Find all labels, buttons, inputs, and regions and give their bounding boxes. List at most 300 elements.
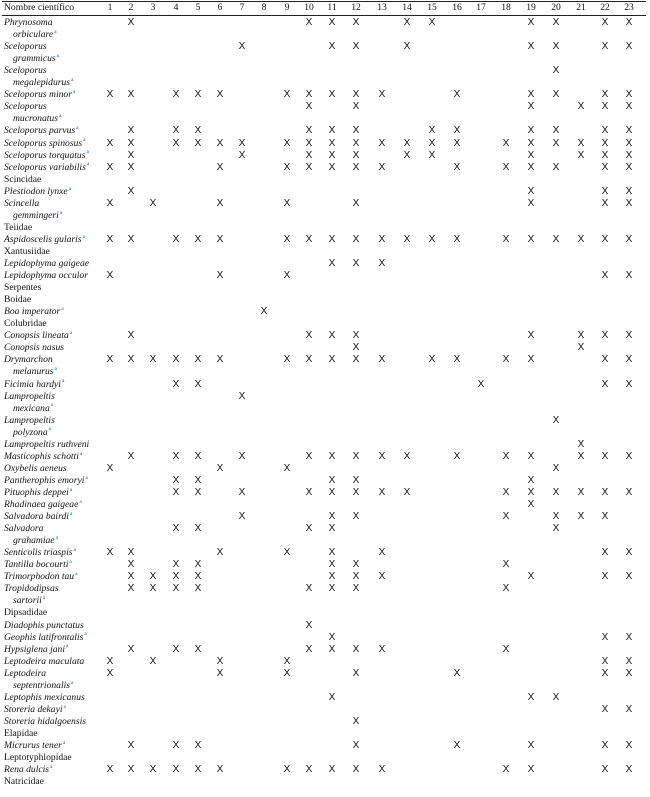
- presence-mark-col-22: X: [601, 197, 609, 209]
- presence-mark-col-10: X: [305, 643, 313, 655]
- presence-mark-col-2: X: [127, 185, 135, 197]
- presence-mark-col-11: X: [328, 691, 336, 703]
- name-text: Lampropeltis: [4, 390, 55, 402]
- column-header-12: 12: [351, 2, 361, 13]
- presence-mark-col-22: X: [601, 17, 609, 28]
- presence-mark-col-10: X: [305, 125, 313, 137]
- name-text-continued: grammicus: [13, 53, 56, 65]
- presence-mark-col-9: X: [283, 89, 291, 101]
- presence-mark-col-11: X: [328, 571, 336, 583]
- taxon-group-label: [4, 752, 104, 764]
- name-text: Boa imperator: [4, 306, 61, 318]
- presence-mark-col-3: X: [149, 354, 157, 366]
- presence-mark-col-7: X: [238, 390, 246, 402]
- presence-mark-col-18: X: [502, 643, 510, 655]
- species-name: [4, 65, 104, 89]
- presence-mark-col-2: X: [127, 354, 135, 366]
- presence-mark-col-23: X: [625, 137, 633, 149]
- name-text: Lepidophyma gaigeae: [4, 258, 89, 269]
- presence-mark-col-6: X: [216, 197, 224, 209]
- presence-mark-col-22: X: [601, 571, 609, 583]
- column-header-21: 21: [576, 2, 586, 13]
- presence-mark-col-11: X: [328, 233, 336, 245]
- species-name: [4, 571, 104, 583]
- presence-mark-col-13: X: [378, 450, 386, 462]
- presence-mark-col-18: X: [502, 354, 510, 366]
- presence-mark-col-2: X: [127, 161, 135, 173]
- name-text: Leptodeira: [4, 667, 47, 679]
- column-header-9: 9: [284, 2, 290, 13]
- table-row: [0, 499, 650, 511]
- presence-mark-col-21: X: [577, 330, 585, 342]
- presence-mark-col-20: X: [552, 486, 560, 498]
- name-text-continued: megalepidurus: [13, 77, 71, 89]
- species-name: [4, 186, 104, 198]
- presence-mark-col-23: X: [625, 149, 633, 161]
- presence-mark-col-22: X: [601, 547, 609, 559]
- presence-mark-col-22: X: [601, 161, 609, 173]
- presence-mark-col-3: X: [149, 583, 157, 595]
- presence-mark-col-21: X: [577, 342, 585, 354]
- footnote-marker: a: [61, 378, 65, 385]
- presence-mark-col-11: X: [328, 149, 336, 161]
- taxon-group-label: [4, 728, 104, 740]
- presence-mark-col-5: X: [194, 474, 202, 486]
- presence-mark-col-12: X: [352, 258, 360, 269]
- column-header-19: 19: [526, 2, 536, 13]
- presence-mark-col-5: X: [194, 378, 202, 390]
- table-row: [0, 583, 650, 607]
- presence-mark-col-10: X: [305, 89, 313, 101]
- presence-mark-col-5: X: [194, 764, 202, 776]
- presence-mark-col-6: X: [216, 270, 224, 282]
- presence-mark-col-11: X: [328, 41, 336, 53]
- species-name: [4, 354, 104, 378]
- presence-mark-col-12: X: [352, 149, 360, 161]
- presence-mark-col-23: X: [625, 330, 633, 342]
- species-name: [4, 620, 104, 632]
- presence-mark-col-11: X: [328, 474, 336, 486]
- presence-mark-col-19: X: [527, 125, 535, 137]
- presence-mark-col-14: X: [403, 149, 411, 161]
- table-row: [0, 162, 650, 174]
- presence-mark-col-2: X: [127, 740, 135, 751]
- name-text: Salvadora bairdi: [4, 511, 69, 523]
- name-text-continued: melanurus: [13, 366, 54, 378]
- presence-mark-col-20: X: [552, 137, 560, 149]
- presence-mark-col-23: X: [625, 703, 633, 715]
- presence-mark-col-19: X: [527, 149, 535, 161]
- presence-mark-col-2: X: [127, 559, 135, 571]
- table-row: [0, 391, 650, 415]
- table-row: [0, 65, 650, 89]
- presence-mark-col-6: X: [216, 161, 224, 173]
- presence-mark-col-7: X: [238, 450, 246, 462]
- column-header-7: 7: [239, 2, 245, 13]
- presence-mark-col-10: X: [305, 17, 313, 28]
- presence-mark-col-2: X: [127, 233, 135, 245]
- presence-mark-col-21: X: [577, 511, 585, 523]
- footnote-marker: a: [62, 739, 66, 746]
- presence-mark-col-14: X: [403, 41, 411, 53]
- presence-mark-col-19: X: [527, 764, 535, 776]
- taxon-group-label: [4, 246, 104, 258]
- presence-mark-col-18: X: [502, 583, 510, 595]
- name-text-continued: polyzona: [13, 426, 48, 438]
- footnote-marker: a: [71, 77, 74, 83]
- presence-mark-col-22: X: [601, 703, 609, 715]
- column-header-18: 18: [501, 2, 511, 13]
- presence-mark-col-1: X: [106, 667, 114, 679]
- presence-mark-col-11: X: [328, 523, 336, 535]
- table-row: [0, 234, 650, 246]
- table-row: [0, 186, 650, 198]
- presence-mark-col-23: X: [625, 233, 633, 245]
- presence-mark-col-13: X: [378, 258, 386, 269]
- presence-mark-col-12: X: [352, 571, 360, 583]
- presence-mark-col-19: X: [527, 499, 535, 510]
- presence-mark-col-7: X: [238, 137, 246, 149]
- presence-mark-col-18: X: [502, 764, 510, 776]
- presence-mark-col-1: X: [106, 462, 114, 474]
- presence-mark-col-14: X: [403, 486, 411, 498]
- table-row: [0, 306, 650, 318]
- presence-mark-col-3: X: [149, 764, 157, 776]
- name-text: Scincidae: [4, 173, 42, 185]
- table-row: [0, 704, 650, 716]
- presence-mark-col-11: X: [328, 125, 336, 137]
- species-name: [4, 234, 104, 246]
- species-name: [4, 150, 104, 162]
- name-text: Micrurus tener: [4, 740, 62, 751]
- table-row: [0, 559, 650, 571]
- taxon-group-row: [0, 607, 650, 619]
- presence-mark-col-4: X: [172, 559, 180, 571]
- species-name: [4, 704, 104, 716]
- name-text: Pantherophis emoryi: [4, 474, 85, 486]
- presence-mark-col-5: X: [194, 643, 202, 655]
- presence-mark-col-13: X: [378, 571, 386, 583]
- table-row: [0, 41, 650, 65]
- presence-mark-col-11: X: [328, 258, 336, 269]
- species-name: [4, 258, 104, 270]
- table-row: [0, 150, 650, 162]
- presence-mark-col-5: X: [194, 571, 202, 583]
- presence-mark-col-22: X: [601, 486, 609, 498]
- presence-mark-col-13: X: [378, 89, 386, 101]
- presence-mark-col-13: X: [378, 354, 386, 366]
- presence-mark-col-13: X: [378, 137, 386, 149]
- presence-mark-col-14: X: [403, 17, 411, 28]
- presence-mark-col-23: X: [625, 125, 633, 137]
- table-row: [0, 89, 650, 101]
- presence-mark-col-5: X: [194, 137, 202, 149]
- presence-mark-col-3: X: [149, 571, 157, 583]
- species-name: [4, 439, 104, 451]
- footnote-marker: a: [50, 402, 54, 409]
- presence-mark-col-1: X: [106, 764, 114, 776]
- presence-mark-col-16: X: [453, 161, 461, 173]
- presence-mark-col-22: X: [601, 137, 609, 149]
- presence-mark-col-13: X: [378, 764, 386, 776]
- presence-mark-col-5: X: [194, 450, 202, 462]
- name-text: Sceloporus parvus: [4, 125, 76, 137]
- column-header-16: 16: [452, 2, 462, 13]
- table-row: [0, 125, 650, 137]
- table-row: [0, 270, 650, 282]
- presence-mark-col-23: X: [625, 450, 633, 462]
- taxon-group-row: [0, 174, 650, 186]
- species-name: [4, 511, 104, 523]
- presence-mark-col-13: X: [378, 643, 386, 655]
- presence-mark-col-11: X: [328, 17, 336, 28]
- presence-mark-col-9: X: [283, 462, 291, 474]
- presence-mark-col-13: X: [378, 486, 386, 498]
- name-text: Sceloporus: [4, 41, 47, 53]
- table-row: [0, 451, 650, 463]
- species-name: [4, 17, 104, 41]
- species-name: [4, 415, 104, 439]
- presence-mark-col-3: X: [149, 197, 157, 209]
- presence-mark-col-20: X: [552, 511, 560, 523]
- name-text: Sceloporus: [4, 101, 47, 113]
- presence-mark-col-18: X: [502, 511, 510, 523]
- name-text: Sceloporus minor: [4, 89, 72, 101]
- presence-mark-col-2: X: [127, 17, 135, 28]
- name-text: Teiidae: [4, 221, 33, 233]
- species-name: [4, 306, 104, 318]
- footnote-marker: a: [69, 559, 72, 566]
- table-row: [0, 644, 650, 656]
- presence-mark-col-23: X: [625, 270, 633, 282]
- presence-mark-col-12: X: [352, 474, 360, 486]
- name-text: Hypsiglena jani: [4, 643, 66, 655]
- presence-mark-col-11: X: [328, 486, 336, 498]
- footnote-marker: a: [83, 137, 86, 144]
- presence-mark-col-12: X: [352, 764, 360, 776]
- table-row: [0, 764, 650, 776]
- presence-mark-col-4: X: [172, 764, 180, 776]
- presence-mark-col-23: X: [625, 547, 633, 559]
- presence-mark-col-21: X: [577, 438, 585, 450]
- presence-mark-col-23: X: [625, 185, 633, 197]
- name-text: Dipsadidae: [4, 607, 48, 619]
- presence-mark-col-23: X: [625, 41, 633, 53]
- presence-mark-col-19: X: [527, 450, 535, 462]
- species-name: [4, 41, 104, 65]
- presence-mark-col-22: X: [601, 764, 609, 776]
- presence-mark-col-20: X: [552, 41, 560, 53]
- presence-mark-col-9: X: [283, 161, 291, 173]
- species-name: [4, 330, 104, 342]
- presence-mark-col-23: X: [625, 764, 633, 776]
- table-row: [0, 415, 650, 439]
- presence-mark-col-4: X: [172, 89, 180, 101]
- table-row: [0, 692, 650, 704]
- presence-mark-col-21: X: [577, 149, 585, 161]
- name-text: Scincella: [4, 197, 40, 209]
- presence-mark-col-5: X: [194, 125, 202, 137]
- presence-mark-col-12: X: [352, 125, 360, 137]
- column-header-5: 5: [195, 2, 201, 13]
- table-row: [0, 138, 650, 150]
- presence-mark-col-12: X: [352, 41, 360, 53]
- name-text: Sceloporus spinosus: [4, 137, 83, 149]
- name-text-continued: septentrionalis: [13, 679, 71, 691]
- presence-mark-col-13: X: [378, 233, 386, 245]
- footnote-marker: a: [85, 474, 88, 481]
- presence-mark-col-19: X: [527, 197, 535, 209]
- species-name: [4, 559, 104, 571]
- presence-mark-col-15: X: [428, 137, 436, 149]
- taxon-group-label: [4, 222, 104, 234]
- presence-mark-col-9: X: [283, 764, 291, 776]
- presence-mark-col-23: X: [625, 571, 633, 583]
- presence-mark-col-22: X: [601, 89, 609, 101]
- presence-mark-col-12: X: [352, 17, 360, 28]
- presence-mark-col-6: X: [216, 462, 224, 474]
- presence-mark-col-23: X: [625, 655, 633, 667]
- presence-mark-col-20: X: [552, 65, 560, 77]
- presence-mark-col-20: X: [552, 233, 560, 245]
- presence-mark-col-18: X: [502, 233, 510, 245]
- presence-mark-col-19: X: [527, 137, 535, 149]
- name-text: Xantusiidae: [4, 245, 50, 257]
- species-name: [4, 583, 104, 607]
- presence-mark-col-2: X: [127, 89, 135, 101]
- presence-mark-col-12: X: [352, 354, 360, 366]
- presence-mark-col-22: X: [601, 511, 609, 523]
- footnote-marker: a: [56, 52, 60, 59]
- name-text: Serpentes: [4, 282, 42, 294]
- footnote-marker: a: [50, 763, 53, 770]
- presence-mark-col-12: X: [352, 511, 360, 523]
- table-row: [0, 547, 650, 559]
- footnote-marker: a: [48, 426, 52, 433]
- name-text: Lampropeltis ruthveni: [4, 438, 90, 450]
- name-text: Leptodeira maculata: [4, 655, 85, 667]
- table-header-rule: [2, 15, 646, 16]
- column-header-scientific-name: Nombre científico: [4, 2, 75, 13]
- presence-mark-col-2: X: [127, 330, 135, 342]
- taxon-group-row: [0, 752, 650, 764]
- column-header-17: 17: [476, 2, 486, 13]
- presence-mark-col-20: X: [552, 414, 560, 426]
- presence-mark-col-23: X: [625, 161, 633, 173]
- presence-mark-col-22: X: [601, 667, 609, 679]
- table-row: [0, 475, 650, 487]
- column-header-13: 13: [377, 2, 387, 13]
- footnote-marker: a: [75, 571, 78, 578]
- name-text: Aspidoscelis gularis: [4, 233, 82, 245]
- presence-mark-col-22: X: [601, 655, 609, 667]
- species-name: [4, 475, 104, 487]
- presence-mark-col-19: X: [527, 41, 535, 53]
- table-row: [0, 656, 650, 668]
- name-text-continued: mucronatus: [13, 113, 58, 125]
- species-name: [4, 632, 104, 644]
- presence-mark-col-17: X: [477, 378, 485, 390]
- presence-mark-col-16: X: [453, 740, 461, 751]
- presence-mark-col-4: X: [172, 125, 180, 137]
- table-row: [0, 668, 650, 692]
- column-header-11: 11: [327, 2, 337, 13]
- presence-mark-col-4: X: [172, 137, 180, 149]
- name-text: Elapidae: [4, 727, 38, 739]
- presence-mark-col-15: X: [428, 233, 436, 245]
- presence-mark-col-10: X: [305, 764, 313, 776]
- name-text: Rena dulcis: [4, 764, 50, 776]
- presence-mark-col-11: X: [328, 643, 336, 655]
- presence-mark-col-5: X: [194, 559, 202, 571]
- presence-mark-col-10: X: [305, 583, 313, 595]
- name-text: Sceloporus torquatus: [4, 149, 86, 161]
- species-name: [4, 101, 104, 125]
- presence-mark-col-10: X: [305, 101, 313, 113]
- presence-mark-col-11: X: [328, 631, 336, 643]
- taxon-group-row: [0, 728, 650, 740]
- presence-mark-col-23: X: [625, 378, 633, 390]
- presence-mark-col-5: X: [194, 89, 202, 101]
- presence-mark-col-4: X: [172, 643, 180, 655]
- presence-mark-col-4: X: [172, 233, 180, 245]
- presence-mark-col-21: X: [577, 450, 585, 462]
- species-name: [4, 198, 104, 222]
- presence-mark-col-14: X: [403, 233, 411, 245]
- presence-mark-col-19: X: [527, 161, 535, 173]
- presence-mark-col-15: X: [428, 125, 436, 137]
- presence-mark-col-22: X: [601, 185, 609, 197]
- presence-mark-col-23: X: [625, 89, 633, 101]
- presence-mark-col-12: X: [352, 137, 360, 149]
- footnote-marker: a: [76, 125, 79, 132]
- footnote-marker: a: [84, 631, 87, 638]
- table-row: [0, 258, 650, 270]
- presence-mark-col-2: X: [127, 125, 135, 137]
- table-row: [0, 342, 650, 354]
- presence-mark-col-2: X: [127, 583, 135, 595]
- presence-mark-col-6: X: [216, 547, 224, 559]
- presence-mark-col-23: X: [625, 354, 633, 366]
- presence-mark-col-6: X: [216, 354, 224, 366]
- presence-mark-col-10: X: [305, 137, 313, 149]
- presence-mark-col-4: X: [172, 583, 180, 595]
- presence-mark-col-16: X: [453, 354, 461, 366]
- presence-mark-col-2: X: [127, 450, 135, 462]
- presence-mark-col-12: X: [352, 583, 360, 595]
- presence-mark-col-22: X: [601, 233, 609, 245]
- presence-mark-col-9: X: [283, 655, 291, 667]
- column-header-2: 2: [128, 2, 134, 13]
- name-text: Plestiodon lynxe: [4, 185, 68, 197]
- presence-mark-col-16: X: [453, 137, 461, 149]
- taxon-group-label: [4, 174, 104, 186]
- presence-mark-col-22: X: [601, 125, 609, 137]
- name-text-continued: grahamiae: [13, 535, 55, 547]
- taxon-group-label: [4, 318, 104, 330]
- table-row: [0, 620, 650, 632]
- table-row: [0, 354, 650, 378]
- presence-mark-col-23: X: [625, 17, 633, 28]
- taxon-group-label: [4, 607, 104, 619]
- name-text: Phrynosoma: [4, 17, 53, 28]
- species-name: [4, 451, 104, 463]
- presence-mark-col-20: X: [552, 523, 560, 535]
- presence-mark-col-22: X: [601, 270, 609, 282]
- presence-mark-col-23: X: [625, 740, 633, 751]
- presence-mark-col-15: X: [428, 17, 436, 28]
- presence-mark-col-15: X: [428, 149, 436, 161]
